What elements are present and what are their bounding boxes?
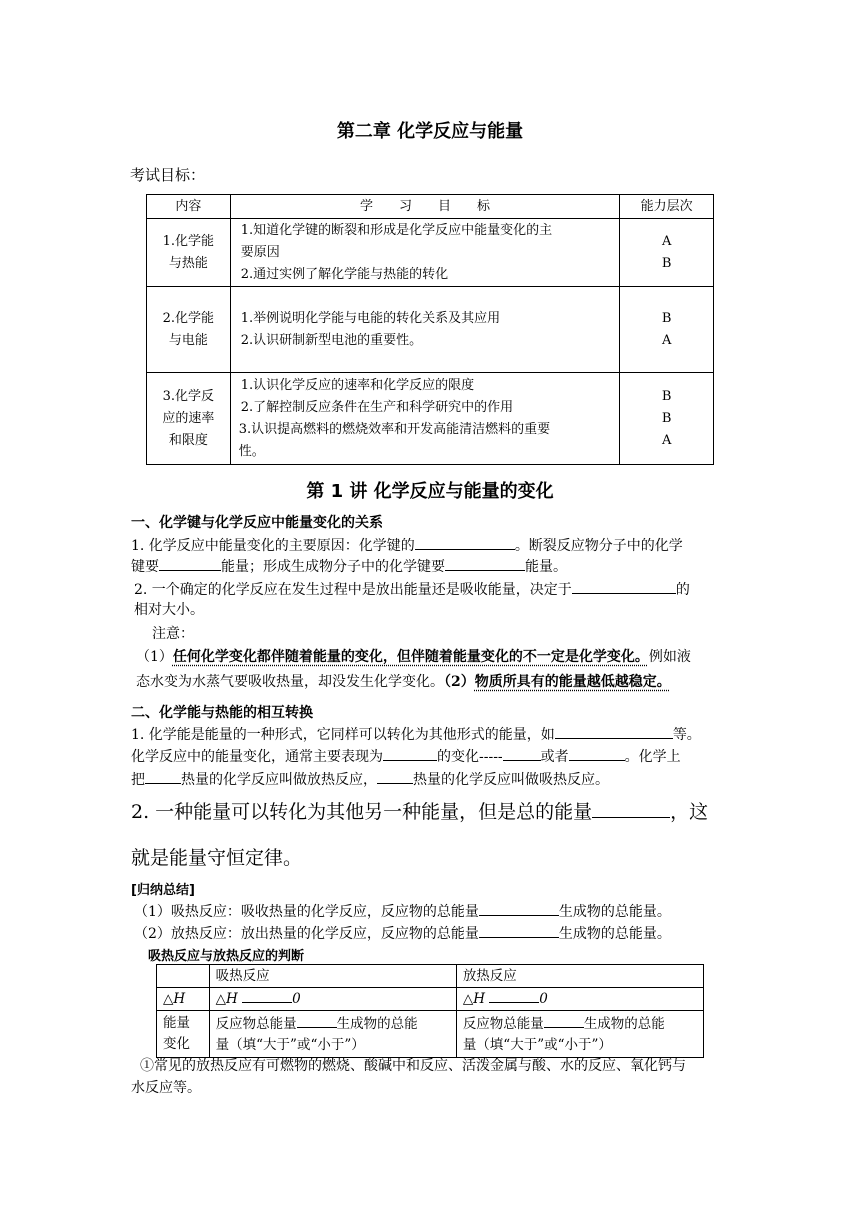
table-row: 1.化学能 与热能 1.知道化学键的断裂和形成是化学反应中能量变化的主 要原因 2.通过实例了解化学能与热能的转化 A B xyxy=(147,219,714,287)
table-row: △H △H 0 △H 0 xyxy=(157,988,704,1011)
judge-title: 吸热反应与放热反应的判断 xyxy=(148,949,305,964)
table-row: 能量 变化 反应物总能量 生成物的总能 量（填“大于”或“小于”） 反应物总能量 生成物的总能 量（填“大于”或“小于”） xyxy=(157,1011,704,1058)
section2-l1: 1. 化学能是能量的一种形式，它同样可以转化为其他形式的能量，如 等。 xyxy=(131,724,731,745)
summary-s1: （1）吸热反应：吸收热量的化学反应，反应物的总能量 生成物的总能量。 xyxy=(134,901,734,922)
lecture-title: 第 1 讲 化学反应与能量的变化 xyxy=(306,481,554,502)
summary-s2: （2）放热反应：放出热量的化学反应，反应物的总能量 生成物的总能量。 xyxy=(134,923,734,944)
goals-header-content: 内容 xyxy=(147,195,231,219)
section2-l3: 把 热量的化学反应叫做放热反应， 热量的化学反应叫做吸热反应。 xyxy=(131,769,731,790)
goals-header-level: 能力层次 xyxy=(620,195,714,219)
exam-goals-label: 考试目标： xyxy=(130,166,206,184)
summary-heading: [归纳总结] xyxy=(131,883,195,898)
footnote-line2: 水反应等。 xyxy=(131,1080,201,1096)
footnote-line1: ①常见的放热反应有可燃物的燃烧、酸碱中和反应、活泼金属与酸、水的反应、氧化钙与 xyxy=(140,1058,686,1074)
section2-l2: 化学反应中的能量变化，通常主要表现为 的变化----- 或者 。化学上 xyxy=(131,746,731,767)
section1-p2-cont: 相对大小。 xyxy=(134,602,204,618)
judge-col-exo: 放热反应 xyxy=(456,965,703,988)
note-label: 注意： xyxy=(152,626,194,642)
table-row: 2.化学能 与电能 1.举例说明化学能与电能的转化关系及其应用 2.认识研制新型电池的重要性。 B A xyxy=(147,287,714,373)
note-line1: （1）任何化学变化都伴随着能量的变化，但伴随着能量变化的不一定是化学变化。例如液 xyxy=(136,649,691,665)
section1-p1: 1. 化学反应中能量变化的主要原因：化学键的 。断裂反应物分子中的化学 xyxy=(131,535,731,556)
table-row: 3.化学反 应的速率 和限度 1.认识化学反应的速率和化学反应的限度 2.了解控制反应条件在生产和科学研究中的作用 3.认识提高燃料的燃烧效率和开发高能清洁燃料的重要 性。 B B A xyxy=(147,373,714,465)
judge-table xyxy=(156,964,704,1058)
section1-heading: 一、化学键与化学反应中能量变化的关系 xyxy=(131,515,383,531)
goals-header-goals: 学 习 目 标 xyxy=(230,195,620,219)
judge-col-endo: 吸热反应 xyxy=(209,965,456,988)
section2-big1: 2. 一种能量可以转化为其他另一种能量，但是总的能量 ，这 xyxy=(131,801,709,823)
section1-p1-cont: 键要 能量；形成生成物分子中的化学键要 能量。 xyxy=(131,556,731,577)
section2-heading: 二、化学能与热能的相互转换 xyxy=(131,705,313,721)
goals-table xyxy=(146,194,714,465)
section1-p2: 2. 一个确定的化学反应在发生过程中是放出能量还是吸收能量，决定于 的 xyxy=(134,579,734,600)
chapter-title: 第二章 化学反应与能量 xyxy=(336,121,524,142)
section2-big2: 就是能量守恒定律。 xyxy=(131,847,303,869)
note-line2: 态水变为水蒸气要吸收热量，却没发生化学变化。（2）物质所具有的能量越低越稳定。 xyxy=(136,674,671,690)
